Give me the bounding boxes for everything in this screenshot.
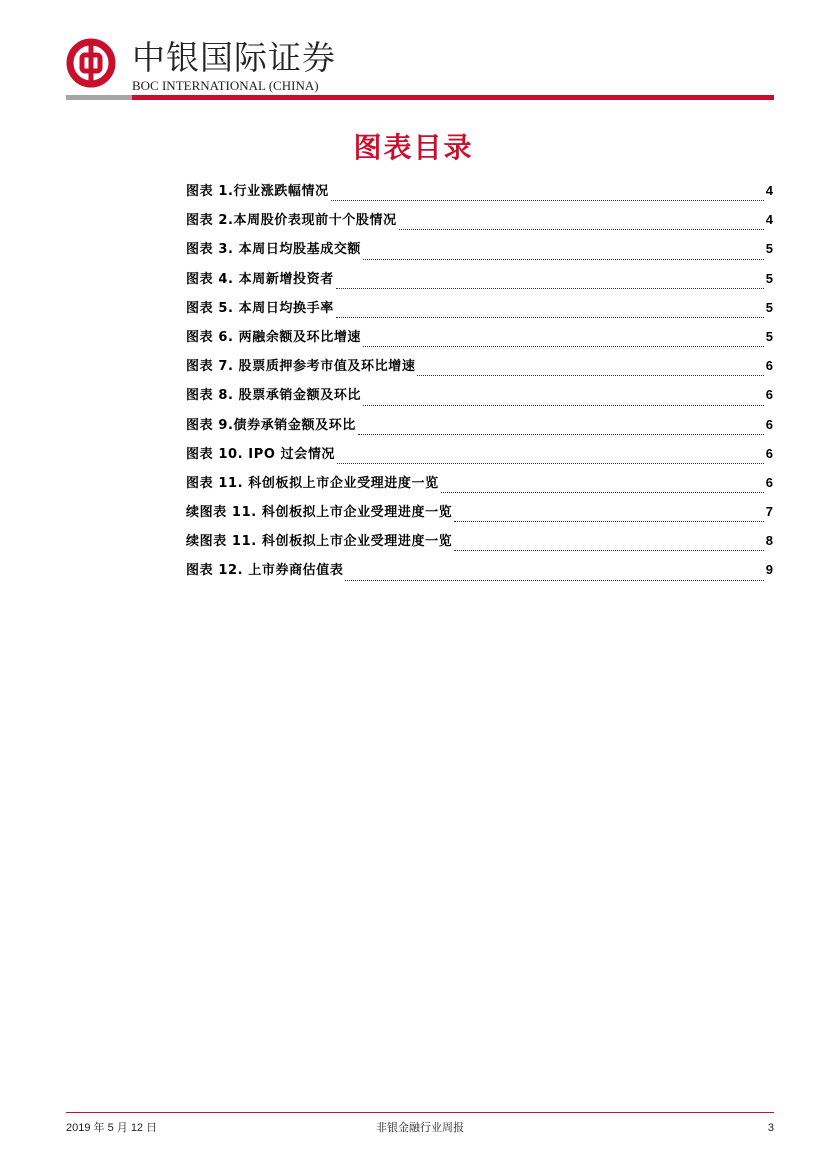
toc-entry-page[interactable]: 4 <box>765 212 773 228</box>
toc-entry[interactable] <box>186 297 773 326</box>
toc-dot-leader <box>417 374 763 376</box>
toc-entry-page[interactable]: 7 <box>765 504 773 520</box>
toc-entry[interactable] <box>186 355 773 384</box>
toc-entry[interactable] <box>186 238 773 267</box>
toc-dot-leader <box>454 549 763 551</box>
toc-list <box>186 180 773 589</box>
toc-dot-leader <box>454 520 763 522</box>
toc-dot-leader <box>336 287 764 289</box>
toc-title: 图表目录 <box>353 131 474 164</box>
toc-entry-page[interactable]: 6 <box>765 387 773 403</box>
toc-entry-label[interactable]: 图表 7. 股票质押参考市值及环比增速 <box>186 359 416 375</box>
toc-entry[interactable] <box>186 209 773 238</box>
footer-report-name: 非银金融行业周报 <box>376 1121 464 1134</box>
toc-entry-page[interactable]: 8 <box>765 533 773 549</box>
toc-entry-label[interactable]: 图表 8. 股票承销金额及环比 <box>186 388 362 404</box>
toc-dot-leader <box>399 228 764 230</box>
toc-entry[interactable] <box>186 326 773 355</box>
toc-entry-page[interactable]: 5 <box>765 241 773 257</box>
toc-entry-label[interactable]: 图表 4. 本周新增投资者 <box>186 271 334 287</box>
toc-entry[interactable] <box>186 530 773 559</box>
toc-entry[interactable] <box>186 472 773 501</box>
toc-entry-page[interactable]: 5 <box>765 328 773 344</box>
toc-entry[interactable] <box>186 443 773 472</box>
toc-entry-label[interactable]: 图表 11. 科创板拟上市企业受理进度一览 <box>186 475 439 491</box>
toc-dot-leader <box>358 433 764 435</box>
toc-entry-page[interactable]: 6 <box>765 416 773 432</box>
toc-entry-page[interactable]: 5 <box>765 299 773 315</box>
toc-dot-leader <box>331 199 764 201</box>
toc-entry-label[interactable]: 图表 3. 本周日均股基成交额 <box>186 242 362 258</box>
toc-entry-label[interactable]: 图表 6. 两融余额及环比增速 <box>186 329 362 345</box>
toc-entry-page[interactable]: 6 <box>765 474 773 490</box>
toc-dot-leader <box>345 579 763 581</box>
toc-entry-label[interactable]: 图表 12. 上市券商估值表 <box>186 563 344 579</box>
toc-entry[interactable] <box>186 180 773 209</box>
boc-logo-icon <box>66 38 116 88</box>
toc-entry-label[interactable]: 图表 9.债券承销金额及环比 <box>186 417 356 433</box>
toc-entry-label[interactable]: 续图表 11. 科创板拟上市企业受理进度一览 <box>186 534 453 550</box>
toc-dot-leader <box>337 462 764 464</box>
brand-name-cn: 中银国际证券 <box>132 38 336 77</box>
toc-entry-page[interactable]: 4 <box>765 183 773 198</box>
toc-entry-label[interactable]: 图表 10. IPO 过会情况 <box>186 446 336 462</box>
toc-entry-label[interactable]: 续图表 11. 科创板拟上市企业受理进度一览 <box>186 505 453 521</box>
toc-entry[interactable] <box>186 559 773 588</box>
toc-entry-page[interactable]: 9 <box>765 562 773 578</box>
brand-name-en: BOC INTERNATIONAL (CHINA) <box>132 78 319 93</box>
toc-entry-label[interactable]: 图表 5. 本周日均换手率 <box>186 300 334 316</box>
footer-rule <box>66 1112 774 1113</box>
toc-entry[interactable] <box>186 501 773 530</box>
toc-entry-label[interactable]: 图表 2.本周股价表现前十个股情况 <box>186 213 397 229</box>
page-footer <box>66 1112 774 1139</box>
toc-dot-leader <box>363 404 764 406</box>
toc-dot-leader <box>441 491 764 493</box>
page-header <box>66 34 774 104</box>
toc-entry[interactable] <box>186 414 773 443</box>
toc-dot-leader <box>363 345 764 347</box>
toc-dot-leader <box>336 316 764 318</box>
toc-entry-page[interactable]: 6 <box>765 358 773 374</box>
footer-page-number: 3 <box>767 1122 774 1134</box>
toc-entry-label[interactable]: 图表 1.行业涨跌幅情况 <box>186 184 329 199</box>
toc-dot-leader <box>363 258 764 260</box>
header-rule-red <box>132 95 774 100</box>
footer-date: 2019 年 5 月 12 日 <box>66 1122 158 1134</box>
toc-entry[interactable] <box>186 268 773 297</box>
toc-entry-page[interactable]: 5 <box>765 270 773 286</box>
toc-entry[interactable] <box>186 384 773 413</box>
toc-entry-page[interactable]: 6 <box>765 445 773 461</box>
header-rule-gray <box>66 95 132 100</box>
